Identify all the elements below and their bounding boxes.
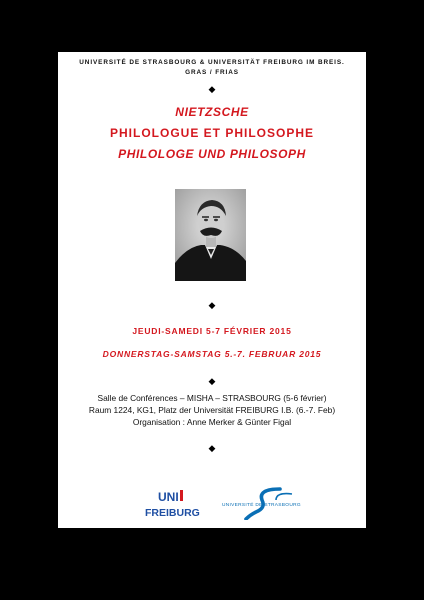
unistra-logo <box>220 486 310 520</box>
title-german: PHILOLOGE UND PHILOSOPH <box>118 147 306 161</box>
portrait-photo-icon <box>175 189 246 281</box>
separator-diamond-icon: ◆ <box>208 443 216 453</box>
organizers-header <box>58 58 366 78</box>
separator-diamond-icon: ◆ <box>208 300 216 310</box>
uni-freiburg-logo <box>144 486 204 520</box>
poster <box>58 52 366 528</box>
title-french: PHILOLOGUE ET PHILOSOPHE <box>109 126 315 140</box>
dates-german: DONNERSTAG-SAMSTAG 5.-7. FEBRUAR 2015 <box>102 349 322 359</box>
dates-french: JEUDI-SAMEDI 5-7 FÉVRIER 2015 <box>132 326 292 336</box>
logo-freiburg-bottom: FREIBURG <box>145 507 200 519</box>
venue-strasbourg: Salle de Conférences – MISHA – STRASBOURG (5-6 février) <box>97 393 327 403</box>
title-block <box>58 102 366 165</box>
venue-freiburg: Raum 1224, KG1, Platz der Universität FREIBURG I.B. (6.-7. Feb) <box>88 405 336 415</box>
organisation-line: Organisation : Anne Merker & Günter Figal <box>132 417 292 427</box>
separator-diamond-icon: ◆ <box>208 376 216 386</box>
venue-block <box>58 392 366 428</box>
logo-strasbourg-text: UNIVERSITÉ DE STRASBOURG <box>222 503 301 508</box>
dates-block <box>58 325 366 360</box>
header-line-1: UNIVERSITÉ DE STRASBOURG & UNIVERSITÄT FREIBURG IM BREIS. <box>79 59 345 66</box>
title-nietzsche: NIETZSCHE <box>175 105 249 119</box>
separator-diamond-icon: ◆ <box>208 84 216 94</box>
logo-freiburg-top: UNI <box>158 490 179 504</box>
header-line-2: GRAS / FRIAS <box>185 69 239 76</box>
